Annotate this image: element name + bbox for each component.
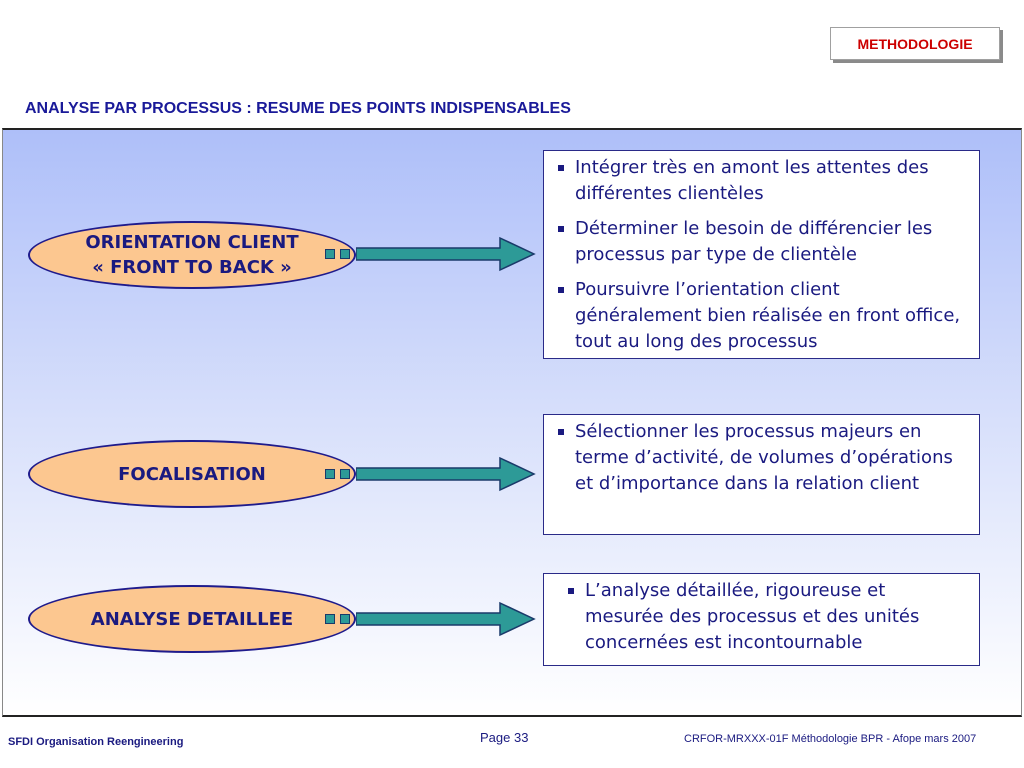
arrow-right-icon <box>356 456 536 492</box>
bullet-item: L’analyse détaillée, rigoureuse et mesurée des processus et des unités concernées est incontournable <box>568 578 963 656</box>
orientation-client-bullets <box>543 150 980 359</box>
bullet-item: Poursuivre l’orientation client généralement bien réalisée en front office, tout au long des processus <box>558 277 963 355</box>
bullet-item: Déterminer le besoin de différencier les processus par type de clientèle <box>558 216 963 268</box>
ellipse-label-line: « FRONT TO BACK » <box>92 257 292 278</box>
ellipse-label-line: FOCALISATION <box>118 463 266 485</box>
footer-reference: CRFOR-MRXXX-01F Méthodologie BPR - Afope mars 2007 <box>684 733 977 745</box>
analyse-detaillee-ellipse <box>28 585 356 653</box>
focalisation-ellipse <box>28 440 356 508</box>
ellipse-label-line: ANALYSE DETAILLEE <box>90 608 294 630</box>
connector-square <box>340 469 350 479</box>
section-tag: METHODOLOGIE <box>830 27 1000 60</box>
bullet-item: Intégrer très en amont les attentes des différentes clientèles <box>558 155 963 207</box>
connector-square <box>325 469 335 479</box>
orientation-client-ellipse <box>28 221 356 289</box>
connector-square <box>340 614 350 624</box>
focalisation-bullets <box>543 414 980 535</box>
analyse-detaillee-bullets <box>543 573 980 666</box>
footer-organisation: SFDI Organisation Reengineering <box>8 736 184 748</box>
ellipse-label-line: ORIENTATION CLIENT <box>85 232 299 253</box>
arrow-right-icon <box>356 236 536 272</box>
page-title: ANALYSE PAR PROCESSUS : RESUME DES POINTS INDISPENSABLES <box>25 100 571 117</box>
connector-square <box>340 249 350 259</box>
page-number: Page 33 <box>480 730 529 745</box>
bullet-item: Sélectionner les processus majeurs en terme d’activité, de volumes d’opérations et d’importance dans la relation client <box>558 419 963 497</box>
connector-square <box>325 249 335 259</box>
arrow-right-icon <box>356 601 536 637</box>
connector-square <box>325 614 335 624</box>
